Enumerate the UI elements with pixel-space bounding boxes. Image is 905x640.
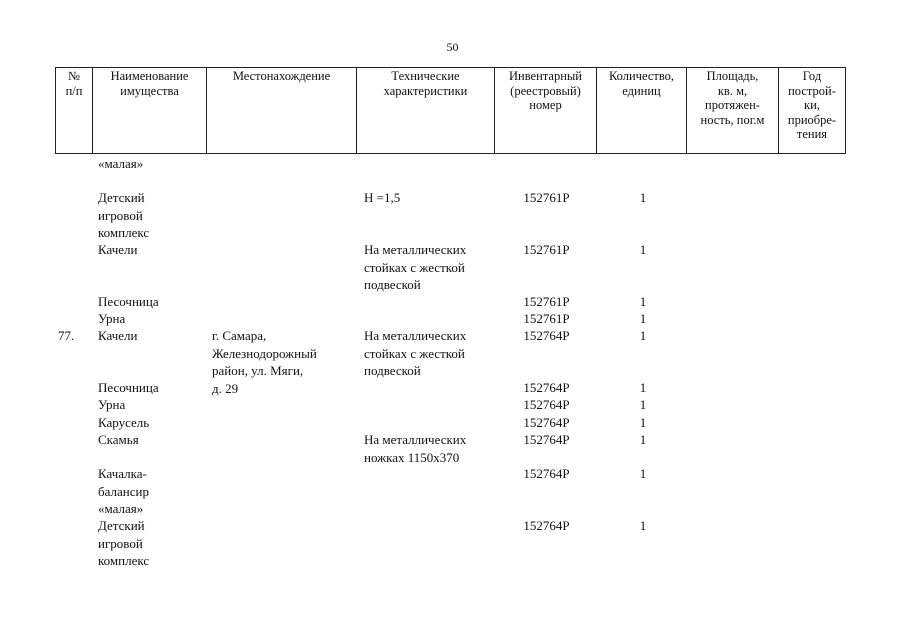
group-number: 77. — [58, 328, 75, 343]
table-row-name: Карусель — [98, 415, 150, 430]
table-row-quantity: 1 — [639, 415, 647, 430]
group-location: г. Самара, Железнодорожный район, ул. Мяги, д. 29 — [212, 328, 317, 396]
table-header — [55, 67, 846, 154]
table-row-inventory: 152764Р — [523, 380, 570, 395]
page-number: 50 — [446, 40, 459, 54]
header-location: Местонахождение — [207, 68, 357, 154]
table-row-inventory: 152761Р — [523, 311, 570, 326]
table-row-name: Детский игровой комплекс — [98, 518, 150, 568]
header-quantity: Количество, единиц — [597, 68, 687, 154]
table-row-quantity: 1 — [639, 518, 647, 533]
header-name: Наименование имущества — [93, 68, 207, 154]
table-row-name: «малая» — [98, 156, 144, 171]
header-year: Год построй- ки, приобре- тения — [779, 68, 846, 154]
table-row-inventory: 152761Р — [523, 242, 570, 257]
table-row-quantity: 1 — [639, 311, 647, 326]
table-row-name: Скамья — [98, 432, 139, 447]
table-row-quantity: 1 — [639, 466, 647, 481]
table-row-inventory: 152764Р — [523, 397, 570, 412]
table-row-inventory: 152764Р — [523, 415, 570, 430]
table-row-quantity: 1 — [639, 397, 647, 412]
table-row-quantity: 1 — [639, 328, 647, 343]
table-row-quantity: 1 — [639, 380, 647, 395]
table-row-quantity: 1 — [639, 242, 647, 257]
table-row-quantity: 1 — [639, 294, 647, 309]
table-row-name: Урна — [98, 397, 126, 412]
table-row-inventory: 152764Р — [523, 328, 570, 343]
header-inventory: Инвентарный (реестровый) номер — [495, 68, 597, 154]
table-row-name: Качели — [98, 328, 138, 343]
table-row-inventory: 152764Р — [523, 432, 570, 447]
table-row-inventory: 152761Р — [523, 190, 570, 205]
table-row-inventory: 152764Р — [523, 466, 570, 481]
table-row-tech: H =1,5 — [364, 190, 401, 205]
table-row-name: Детский игровой комплекс — [98, 190, 150, 240]
table-row-name: Качели — [98, 242, 138, 257]
table-row-tech: На металлических стойках с жесткой подвеской — [364, 328, 467, 378]
table-row-name: Урна — [98, 311, 126, 326]
table-row-name: Песочница — [98, 294, 159, 309]
table-row-tech: На металлических стойках с жесткой подвеской — [364, 242, 467, 292]
table-row-inventory: 152761Р — [523, 294, 570, 309]
table-row-quantity: 1 — [639, 432, 647, 447]
table-row-name: Качалка- балансир «малая» — [98, 466, 149, 516]
table-row-name: Песочница — [98, 380, 159, 395]
header-tech: Технические характеристики — [357, 68, 495, 154]
table-row-inventory: 152764Р — [523, 518, 570, 533]
table-row-quantity: 1 — [639, 190, 647, 205]
table-row-tech: На металлических ножках 1150х370 — [364, 432, 467, 465]
header-number: № п/п — [56, 68, 93, 154]
header-area: Площадь, кв. м, протяжен- ность, пог.м — [687, 68, 779, 154]
